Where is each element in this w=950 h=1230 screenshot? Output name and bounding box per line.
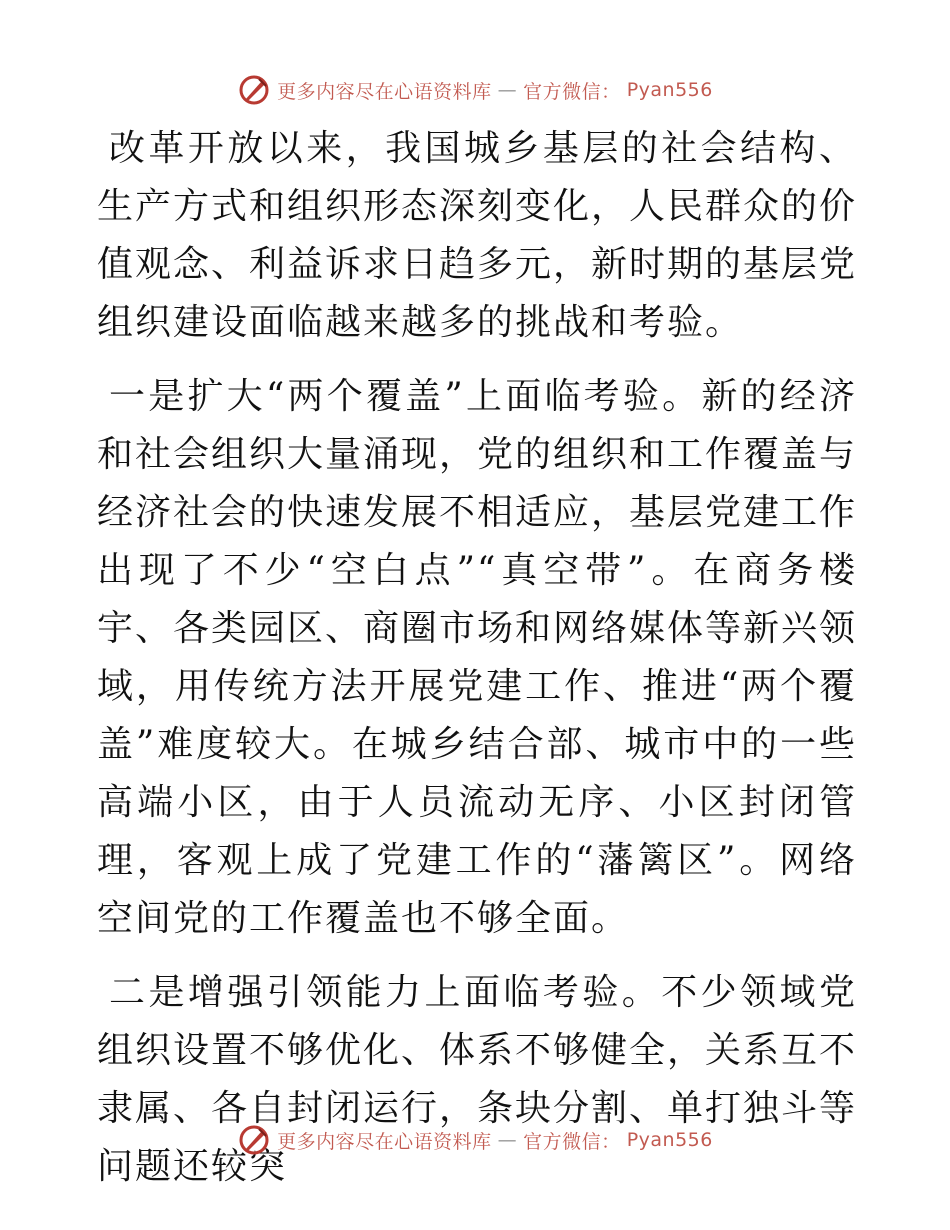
- paragraph-point-two: 二是增强引领能力上面临考验。不少领域党组织设置不够优化、体系不够健全，关系互不隶属、各自封闭运行，条块分割、单打独斗等问题还较突: [97, 972, 858, 1187]
- banner-dash: —: [497, 1129, 518, 1151]
- banner-prefix-text: 更多内容尽在心语资料库: [277, 80, 492, 103]
- banner-wechat-id: Pyan556: [626, 1129, 713, 1151]
- banner-dash: —: [497, 79, 518, 101]
- banner-wechat-label: 官方微信：: [523, 1130, 621, 1153]
- footer-watermark-banner: [0, 1120, 950, 1160]
- quill-logo-icon: [237, 1123, 271, 1157]
- document-body: [97, 120, 857, 1196]
- banner-wechat-label: 官方微信：: [523, 80, 621, 103]
- paragraph-intro: 改革开放以来，我国城乡基层的社会结构、生产方式和组织形态深刻变化，人民群众的价值观念、利益诉求日趋多元，新时期的基层党组织建设面临越来越多的挑战和考验。: [97, 128, 858, 343]
- banner-wechat-id: Pyan556: [626, 79, 713, 101]
- header-watermark-banner: [0, 70, 950, 110]
- paragraph-point-one: 一是扩大“两个覆盖”上面临考验。新的经济和社会组织大量涌现，党的组织和工作覆盖与经济社会的快速发展不相适应，基层党建工作出现了不少“空白点”“真空带”。在商务楼宇、各类园区、商圈市场和网络媒体等新兴领域，用传统方法开展党建工作、推进“两个覆盖”难度较大。在城乡结合部、城市中的一些高端小区，由于人员流动无序、小区封闭管理，客观上成了党建工作的“藩篱区”。网络空间党的工作覆盖也不够全面。: [97, 376, 858, 939]
- quill-logo-icon: [237, 73, 271, 107]
- banner-prefix-text: 更多内容尽在心语资料库: [277, 1130, 492, 1153]
